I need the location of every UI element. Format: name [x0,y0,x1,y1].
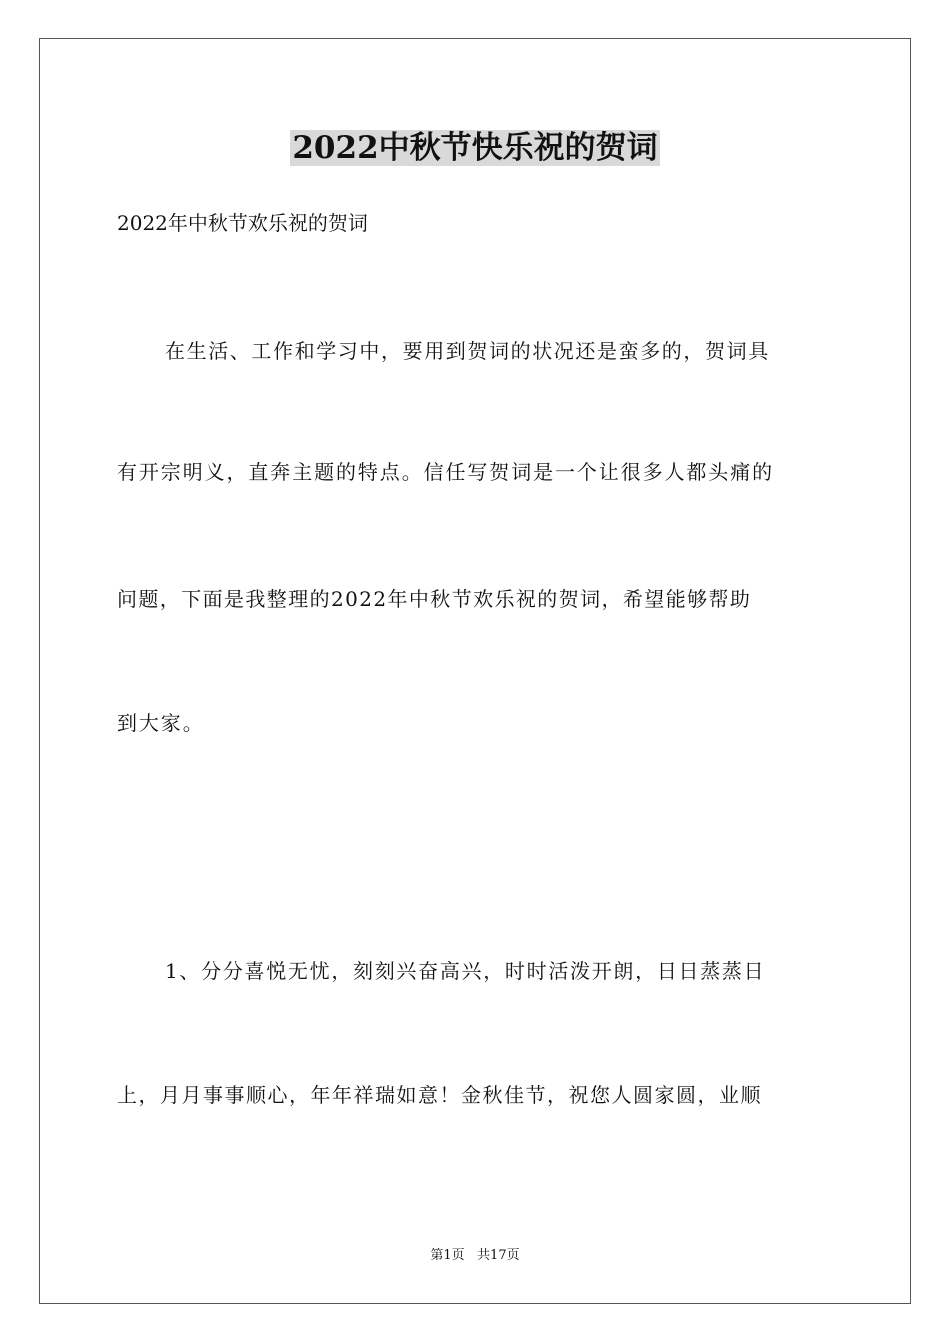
document-subtitle: 2022年中秋节欢乐祝的贺词 [117,211,368,235]
paragraph-line-6: 上，月月事事顺心，年年祥瑞如意！金秋佳节，祝您人圆家圆，业顺 [117,1083,762,1107]
paragraph-line-5: 1、分分喜悦无忧，刻刻兴奋高兴，时时活泼开朗，日日蒸蒸日 [165,959,766,983]
paragraph-line-2: 有开宗明义，直奔主题的特点。信任写贺词是一个让很多人都头痛的 [117,460,774,484]
title-text: 2022中秋节快乐祝的贺词 [292,130,658,166]
paragraph-line-3: 问题，下面是我整理的2022年中秋节欢乐祝的贺词，希望能够帮助 [117,587,752,611]
page-footer-indicator: 第1页 共17页 [430,1248,520,1263]
paragraph-line-1: 在生活、工作和学习中，要用到贺词的状况还是蛮多的，贺词具 [165,339,770,363]
page-title [0,128,950,168]
paragraph-line-4: 到大家。 [117,711,205,735]
